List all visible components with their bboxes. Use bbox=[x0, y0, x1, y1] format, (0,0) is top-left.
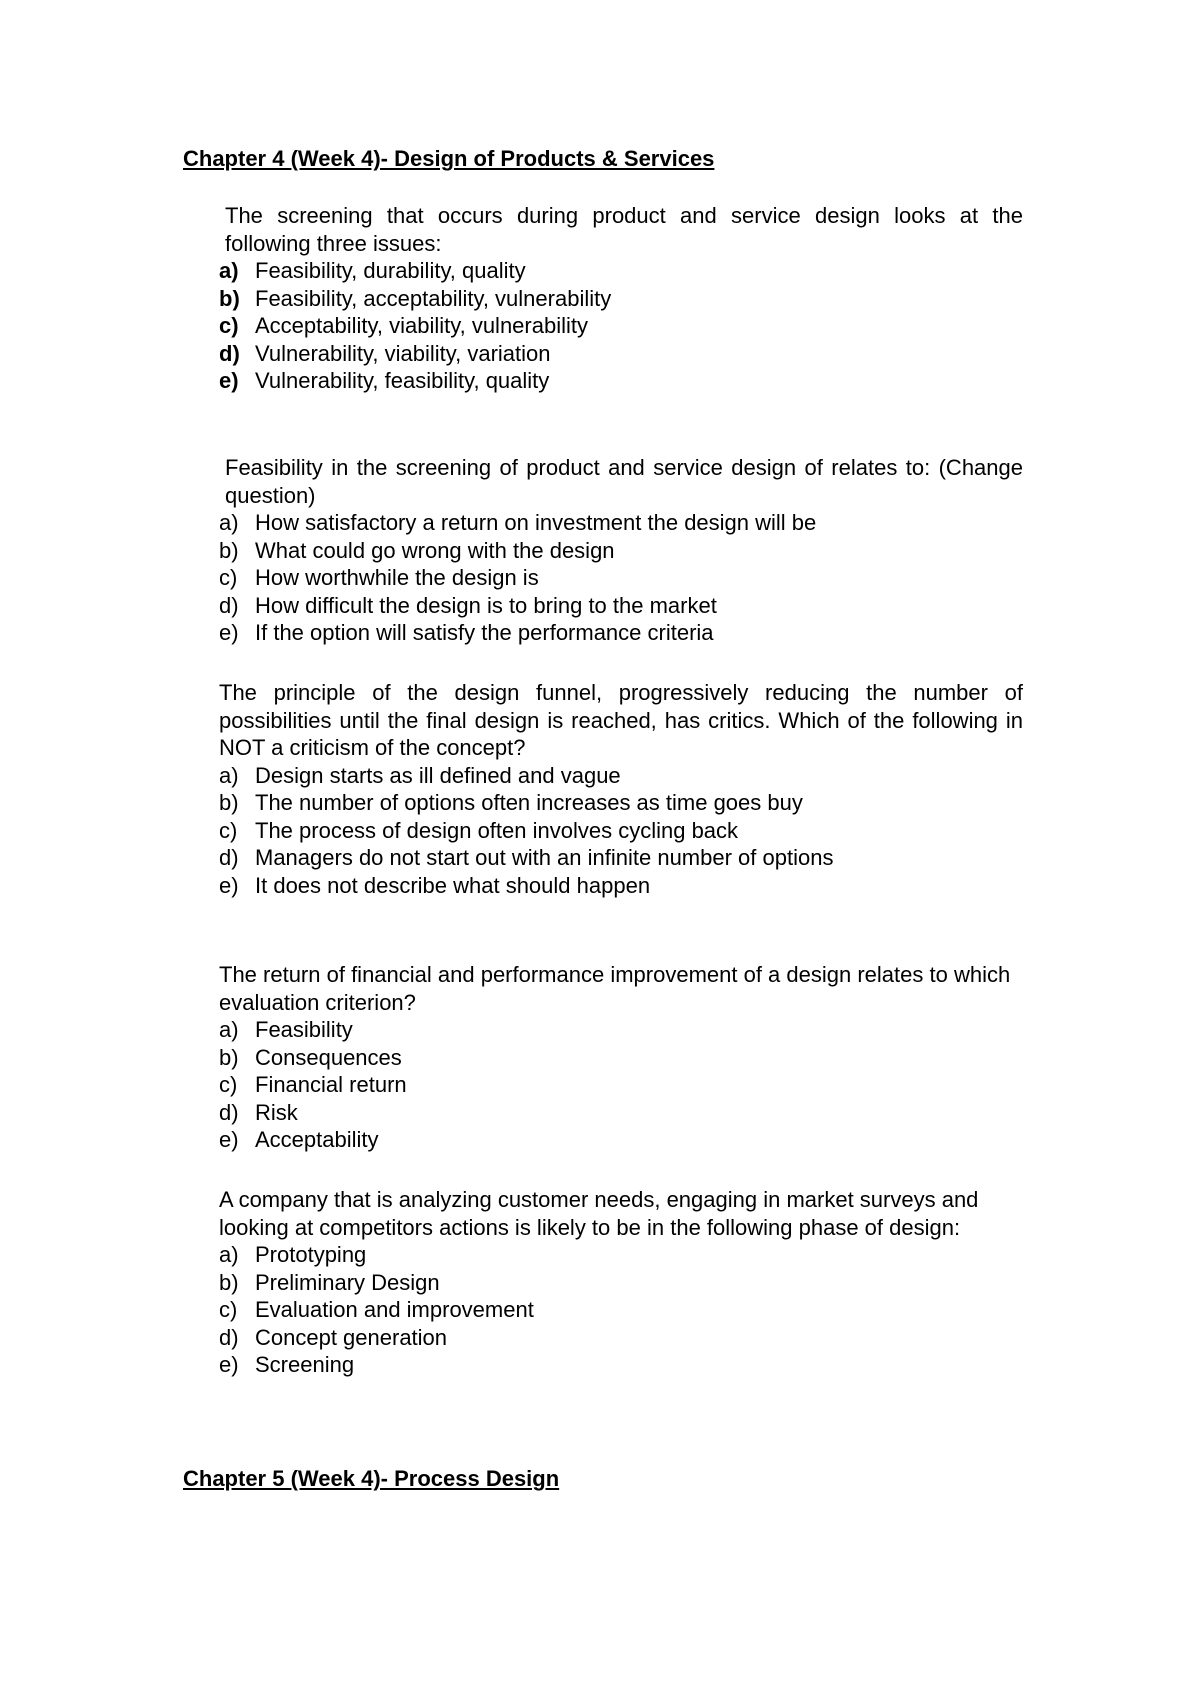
option-letter: c) bbox=[219, 817, 238, 843]
option-4a bbox=[219, 1016, 1023, 1044]
option-text: If the option will satisfy the performance criteria bbox=[255, 620, 714, 645]
option-letter: e) bbox=[219, 1352, 239, 1377]
option-4d bbox=[219, 1099, 1023, 1127]
question-4-text: The return of financial and performance improvement of a design relates to which evaluation criterion? bbox=[219, 962, 1011, 1015]
option-5e bbox=[219, 1351, 1023, 1379]
option-text: Concept generation bbox=[255, 1324, 448, 1350]
option-3a bbox=[219, 762, 1023, 790]
option-letter: c) bbox=[219, 1072, 238, 1097]
question-2 bbox=[219, 454, 1023, 647]
option-text: The process of design often involves cycling back bbox=[255, 817, 739, 843]
option-2d bbox=[219, 592, 1023, 620]
option-1a bbox=[219, 257, 1023, 285]
option-text: What could go wrong with the design bbox=[255, 537, 615, 563]
option-5d bbox=[219, 1324, 1023, 1352]
question-3-options bbox=[219, 762, 1023, 900]
option-text: It does not describe what should happen bbox=[255, 872, 651, 898]
option-3b bbox=[219, 789, 1023, 817]
option-letter: c) bbox=[219, 313, 239, 338]
option-text: Managers do not start out with an infinite number of options bbox=[255, 845, 834, 870]
option-letter: d) bbox=[219, 1324, 239, 1350]
question-4-options bbox=[219, 1016, 1023, 1154]
option-text: Feasibility bbox=[255, 1017, 353, 1042]
option-text: Risk bbox=[255, 1099, 298, 1125]
option-letter: c) bbox=[219, 565, 238, 590]
option-2b bbox=[219, 537, 1023, 565]
option-letter: e) bbox=[219, 620, 239, 645]
option-text: How difficult the design is to bring to the market bbox=[255, 592, 717, 618]
question-3 bbox=[219, 679, 1023, 899]
option-letter: b) bbox=[219, 1044, 239, 1070]
option-text: Screening bbox=[255, 1352, 355, 1377]
option-letter: b) bbox=[219, 1269, 239, 1295]
option-letter: d) bbox=[219, 340, 240, 366]
question-5-text: A company that is analyzing customer needs, engaging in market surveys and looking at competitors actions is likely to be in the following phase of design: bbox=[219, 1187, 979, 1240]
option-text: Vulnerability, viability, variation bbox=[255, 340, 551, 366]
option-2c bbox=[219, 564, 1023, 592]
option-letter: b) bbox=[219, 285, 240, 311]
question-5-options bbox=[219, 1241, 1023, 1379]
option-letter: a) bbox=[219, 762, 239, 788]
option-letter: e) bbox=[219, 368, 239, 393]
option-letter: a) bbox=[219, 258, 239, 283]
option-letter: d) bbox=[219, 1099, 239, 1125]
option-text: Preliminary Design bbox=[255, 1269, 440, 1295]
question-3-text: The principle of the design funnel, progressively reducing the number of possibilities until the final design is reached, has critics. Which of the following in NOT a criticism of the concept? bbox=[219, 680, 1023, 760]
option-letter: e) bbox=[219, 1127, 239, 1152]
option-1d bbox=[219, 340, 1023, 368]
chapter-4-heading: Chapter 4 (Week 4)- Design of Products & Services bbox=[183, 146, 715, 171]
option-text: Prototyping bbox=[255, 1242, 367, 1267]
option-text: Acceptability bbox=[255, 1127, 379, 1152]
option-text: The number of options often increases as time goes buy bbox=[255, 790, 803, 815]
option-4e bbox=[219, 1126, 1023, 1154]
option-1b bbox=[219, 285, 1023, 313]
option-text: Feasibility, durability, quality bbox=[255, 258, 526, 283]
option-letter: c) bbox=[219, 1297, 238, 1322]
question-2-options bbox=[219, 509, 1023, 647]
option-2e bbox=[219, 619, 1023, 647]
chapter-5-heading: Chapter 5 (Week 4)- Process Design bbox=[183, 1466, 560, 1491]
option-letter: a) bbox=[219, 1242, 239, 1267]
question-1-options bbox=[219, 257, 1023, 395]
option-text: Vulnerability, feasibility, quality bbox=[255, 368, 550, 393]
option-4c bbox=[219, 1071, 1023, 1099]
option-letter: b) bbox=[219, 537, 239, 563]
option-text: Evaluation and improvement bbox=[255, 1297, 534, 1322]
option-5b bbox=[219, 1269, 1023, 1297]
option-letter: a) bbox=[219, 1017, 239, 1042]
option-5a bbox=[219, 1241, 1023, 1269]
option-letter: a) bbox=[219, 510, 239, 535]
option-3e bbox=[219, 872, 1023, 900]
question-1-text: The screening that occurs during product and service design looks at the following three issues: bbox=[225, 203, 1023, 256]
question-4 bbox=[219, 961, 1023, 1154]
option-5c bbox=[219, 1296, 1023, 1324]
question-2-text: Feasibility in the screening of product and service design of relates to: (Change question) bbox=[225, 455, 1023, 508]
option-text: Acceptability, viability, vulnerability bbox=[255, 313, 588, 338]
option-4b bbox=[219, 1044, 1023, 1072]
option-letter: b) bbox=[219, 790, 239, 815]
option-text: Financial return bbox=[255, 1072, 407, 1097]
option-2a bbox=[219, 509, 1023, 537]
option-text: Design starts as ill defined and vague bbox=[255, 762, 621, 788]
option-3c bbox=[219, 817, 1023, 845]
option-text: Feasibility, acceptability, vulnerability bbox=[255, 285, 612, 311]
option-1e bbox=[219, 367, 1023, 395]
question-1 bbox=[219, 202, 1023, 395]
option-text: How worthwhile the design is bbox=[255, 565, 539, 590]
option-text: Consequences bbox=[255, 1044, 402, 1070]
option-1c bbox=[219, 312, 1023, 340]
option-letter: d) bbox=[219, 592, 239, 618]
option-text: How satisfactory a return on investment the design will be bbox=[255, 510, 817, 535]
question-5 bbox=[219, 1186, 1023, 1379]
option-3d bbox=[219, 844, 1023, 872]
option-letter: d) bbox=[219, 845, 239, 870]
option-letter: e) bbox=[219, 872, 239, 898]
